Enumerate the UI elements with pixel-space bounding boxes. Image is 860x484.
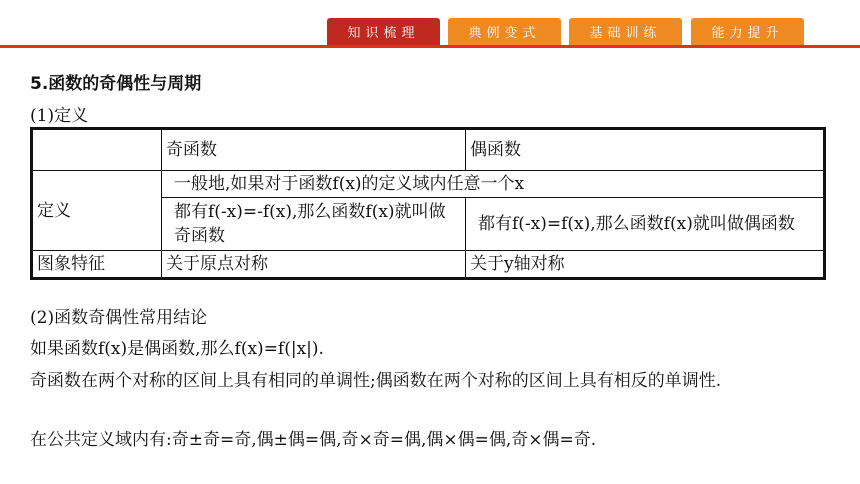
table-row (32, 171, 825, 198)
row-label-graph: 图象特征 (32, 251, 162, 279)
subheading-conclusions: (2)函数奇偶性常用结论 (30, 308, 208, 328)
subheading-definition: (1)定义 (30, 106, 89, 126)
row-label-definition: 定义 (32, 171, 162, 251)
section-heading: 5.函数的奇偶性与周期 (30, 74, 202, 94)
even-definition-cell: 都有f(-x)=f(x),那么函数f(x)就叫做偶函数 (466, 198, 825, 251)
odd-definition-cell: 都有f(-x)=-f(x),那么函数f(x)就叫做奇函数 (162, 198, 466, 251)
definition-common-cell: 一般地,如果对于函数f(x)的定义域内任意一个x (162, 171, 825, 198)
table-row (32, 251, 825, 279)
nav-divider (0, 45, 860, 48)
odd-graph-cell: 关于原点对称 (162, 251, 466, 279)
tab-typical-examples[interactable]: 典例变式 (448, 18, 561, 45)
conclusion-3: 在公共定义域内有:奇±奇=奇,偶±偶=偶,奇×奇=偶,偶×偶=偶,奇×偶=奇. (30, 430, 597, 450)
conclusion-1: 如果函数f(x)是偶函数,那么f(x)=f(|x|). (30, 339, 324, 359)
tab-knowledge-review[interactable]: 知识梳理 (327, 18, 440, 45)
header-even-function: 偶函数 (466, 129, 825, 171)
top-navigation (0, 0, 860, 48)
parity-definition-table (30, 127, 826, 280)
tab-ability-improvement[interactable]: 能力提升 (691, 18, 804, 45)
conclusion-2: 奇函数在两个对称的区间上具有相同的单调性;偶函数在两个对称的区间上具有相反的单调性. (30, 371, 722, 391)
header-odd-function: 奇函数 (162, 129, 466, 171)
table-corner-cell (32, 129, 162, 171)
even-graph-cell: 关于y轴对称 (466, 251, 825, 279)
table-header-row (32, 129, 825, 171)
tab-basic-training[interactable]: 基础训练 (569, 18, 682, 45)
